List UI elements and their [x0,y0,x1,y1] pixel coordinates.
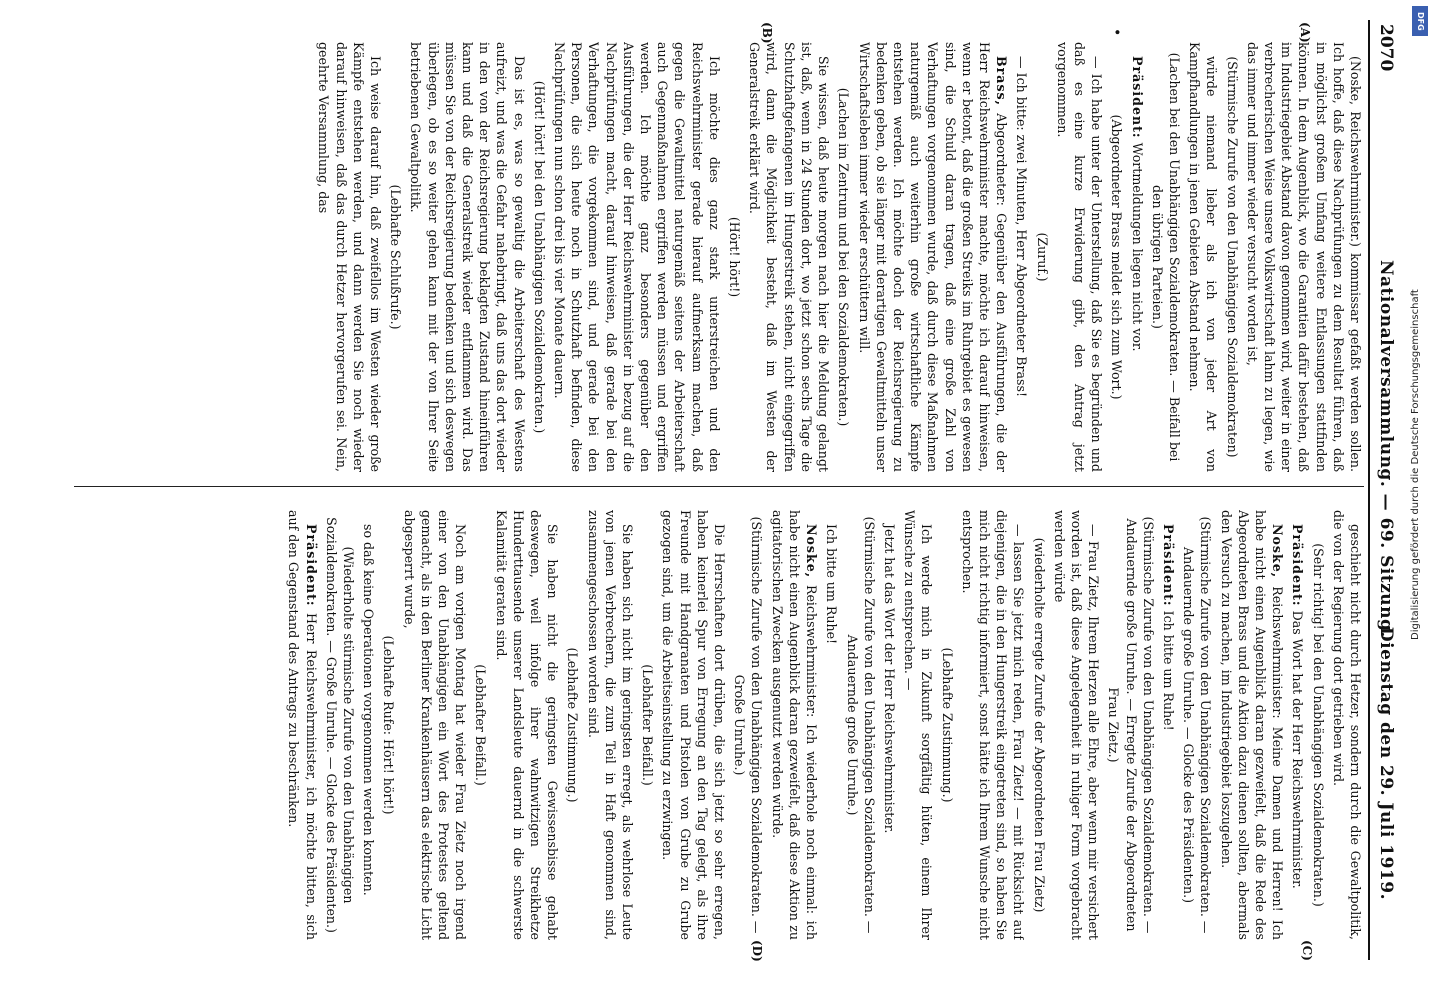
header-left-title: Nationalversammlung. — 69. Sitzung. [1376,260,1396,638]
paragraph-text: Ich möchte dies ganz stark unterstreichen und den Reichswehrminister gerade hierauf aufmerksam machen, daß gegen die Gewaltmittel naturgemäß seitens der Arbeiterschaft auch Gegenmaßnahmen ergriffen werden müssen und ergriffen werden. Ich möchte ganz besonders gegenüber den Ausführungen, die der Herr Reichswehrminister in bezug auf die Nachprüfungen macht, darauf hinweisen, daß gerade bei den Verhaftungen, die vorgekommen sind, und gerade bei den Personen, die sich heute noch in Schutzhaft befinden, diese Nachprüfungen nun schon drei bis vier Monate dauern. [552,42,722,472]
stage-direction [731,510,765,940]
paragraph-text: Sie haben sich nicht im geringsten erregt, als wehrlose Leute von jenen Verbrechern, die zum Teil in Haft genommen sind, zusammengeschossen worden sind. [585,510,636,940]
speech-paragraph [1128,42,1145,472]
text-columns [74,20,1364,960]
speech-paragraph [1217,510,1286,940]
stage-direction [1105,510,1157,940]
margin-dot-icon: • [1108,28,1124,37]
stage-direction [938,510,955,940]
stage-direction [1033,42,1050,472]
speech-paragraph [492,510,561,940]
speech-paragraph [1244,42,1364,472]
speech-paragraph [659,510,728,940]
speech-paragraph [1054,42,1106,472]
paragraph-text: (Sehr richtig! bei den Unabhängigen Sozialdemokraten.) [1310,543,1326,907]
stage-direction [387,42,404,472]
paragraph-text: (Abgeordneter Brass meldet sich zum Wort.) [1109,114,1125,400]
paragraph-text: Ich bitte um Ruhe! [824,524,840,645]
speech-paragraph [1051,510,1103,940]
speech-paragraph [400,510,469,940]
speaker-name: Präsident: [1160,524,1176,607]
paragraph-text: geschieht nicht durch Hetzer, sondern durch die Gewaltpolitik, die von der Regierung dort getrieben wird. [1330,510,1363,940]
paragraph-text: (Lebhafte Schlußrufe.) [388,184,404,330]
paragraph-text: Jetzt hat das Wort der Herr Reichswehrminister. [881,524,897,834]
paragraph-text: — Ich habe unter der Unterstellung, daß Sie es begründen und daß es eine kurze Erwiderung gibt, den Antrag jetzt vorgenommen. [1054,42,1105,472]
speech-paragraph [1160,510,1177,940]
stage-direction [843,510,877,940]
speaker-name: Präsident: [1129,56,1145,139]
paragraph-text: — Ich bitte: zwei Minuten, Herr Abgeordneter Brass! [1014,56,1030,398]
speech-paragraph [901,510,935,940]
margin-mark-d: (D) [750,940,764,962]
speaker-name: Brass, [994,56,1010,107]
margin-mark-a: (A) [1298,22,1312,43]
paragraph-text: Herr Reichswehrminister, ich möchte bitten, sich auf den Gegenstand des Antrags zu beschränken. [286,510,319,940]
paragraph-text: (Lebhafter Beifall.) [640,664,656,786]
speech-paragraph [407,42,527,472]
paragraph-text: (Lebhafte Rufe: Hört! hört!) [381,635,397,815]
stage-direction [1108,42,1125,472]
speech-paragraph [360,510,377,940]
page-header [1368,20,1404,960]
paragraph-text: — Frau Zietz, Ihrem Herzen alle Ehre, aber wenn mir versichert worden ist, daß diese Angelegenheit in ruhiger Form vorgebracht werden würde [1051,510,1102,940]
paragraph-text: (wiederholte erregte Zurufe der Abgeordneten Frau Zietz) [1031,537,1047,913]
stage-direction [380,510,397,940]
speaker-name: Präsident: [1290,524,1306,607]
speech-paragraph [959,510,1028,940]
paragraph-text: Ich werde mich in Zukunft sorgfältig hüten, einem Ihrer Wünsche zu entsprechen. — [902,510,935,940]
speech-paragraph [315,42,384,472]
paragraph-text: (Hört! hört! bei den Unabhängigen Sozialdemokraten.) [531,80,547,434]
paragraph-text: (Zuruf.) [1034,232,1050,282]
rotated-page [64,20,1404,960]
paragraph-text: (Lebhafte Zustimmung.) [565,647,581,803]
paragraph-text: Abgeordneter: Gegenüber den Ausführungen, die der Herr Reichswehrminister machte, möchte ich darauf hinweisen, wenn er betont, daß die großen Streiks im Ruhrgebiet es gewesen sind, die Schuld daran tragen, daß eine große Zahl von Verhaftungen vorgenommen wurde, daß durch diese Maßnahmen naturgemäß auch weiterhin große wirtschaftliche Kämpfe entstehen werden. Ich möchte doch der Reichsregierung zu bedenken geben, ob sie länger mit derartigen Gewaltmitteln unser Wirtschaftsleben immer wieder erschüttern will. [856,42,1010,472]
paragraph-text: (Wiederholte stürmische Zurufe von den Unabhängigen Sozialdemokraten. — Große Unruhe. — Glocke des Präsidenten.) [323,517,357,933]
paragraph-text: (Stürmische Zurufe von den Unabhängigen Sozialdemokraten. — Große Unruhe.) [732,516,765,934]
digitization-credit: Digitalisierung gefördert durch die Deutsche Forschungsgemeinschaft [1410,289,1421,640]
paragraph-text: (Stürmische Zurufe von den Unabhängigen Sozialdemokraten. — Andauernde große Unruhe. — Glocke des Präsidenten.) [1181,516,1214,934]
stage-direction [639,510,656,940]
stage-direction [323,510,357,940]
paragraph-text: Die Herrschaften dort drüben, die sich jetzt so sehr erregen, haben keinerlei Spur von Erregung an den Tag gelegt, als ihre Freunde mit Handgranaten und Pistolen von Grube zu Grube gezogen sind, um die Arbeitseinstellung zu erzwingen. [660,510,728,940]
paragraph-text: (Stürmische Zurufe von den Unabhängigen Sozialdemokraten. — Andauernde große Unruhe.) [844,516,877,934]
paragraph-text: Noch am vorigen Montag hat wieder Frau Zietz noch irgend einer von den Unabhängigen ein Wort des Protestes geltend gemacht, als in den Berliner Krankenhäusern das elektrische Licht abgesperrt wurde, [401,510,469,940]
speech-paragraph [769,510,821,940]
stage-direction [835,42,852,472]
speech-paragraph [1289,510,1306,940]
stage-direction [1180,510,1214,940]
stage-direction [1030,510,1047,940]
column-divider [74,486,1364,487]
speaker-name: Noske, [804,524,820,579]
speech-paragraph [1330,510,1364,940]
dfg-logo: DFG [1412,6,1428,36]
left-column [74,42,1364,472]
speaker-name: Präsident: [303,524,319,607]
header-right-title: Dienstag den 29. Juli 1919. [1376,626,1396,900]
speech-paragraph [855,42,1010,472]
page-number: 2070 [1376,24,1396,72]
speaker-name: Noske, [1270,524,1286,579]
paragraph-text: (Lachen bei den Unabhängigen Sozialdemokraten. — Beifall bei den übrigen Parteien.) [1149,52,1182,462]
paragraph-text: Ich bitte um Ruhe! [1160,610,1176,731]
speech-paragraph [551,42,723,472]
stage-direction [1223,42,1240,472]
margin-mark-b: (B) [760,22,774,44]
paragraph-text: (Stürmische Zurufe von den Unabhängigen Sozialdemokraten) [1224,56,1240,458]
paragraph-text: (Lebhafter Beifall.) [473,664,489,786]
speech-paragraph [285,510,319,940]
paragraph-text: (Noske, Reichswehrminister.) kommissar gefaßt werden sollen. Ich hoffe, daß diese Nachprüfungen zu dem Resultat führen, daß in möglichst großem Umfang weitere Entlassungen stattfinden können. In dem Augenblick, wo die Garantien dafür bestehen, daß im Industriegebiet Abstand davon genommen wird, weiter in einer verbrecherischen Weise unsere Volkswirtschaft lahm zu legen, wie das immer und immer wieder versucht worden ist, [1244,42,1363,472]
stage-direction [1149,42,1183,472]
stage-direction [531,42,548,472]
paragraph-text: so daß keine Operationen vorgenommen werden konnten. [361,524,377,896]
paragraph-text: — lassen Sie jetzt mich reden, Frau Zietz! — mit Rücksicht auf diejenigen, die in den Hungerstreik eingetreten sind, so haben Sie mich nicht richtig informiert, sonst hätte ich Ihrem Wunsche nicht entsprochen. [959,510,1027,940]
paragraph-text: Sie haben nicht die geringsten Gewissensbisse gehabt deswegen, weil infolge ihrer wahnwitzigen Streikhetze Hunderttausende unserer Landsleute dauernd in die schwerste Kalamität geraten sind. [493,510,561,940]
stage-direction [564,510,581,940]
stage-direction [1309,510,1326,940]
speech-paragraph [823,510,840,940]
digitization-sidebar [1404,0,1434,1000]
paragraph-text: Sie wissen, daß heute morgen nach hier die Meldung gelangt ist, daß, wenn in 24 Stunden dort, wo jetzt schon sechs Tage die Schutzhaftgefangenen im Hungerstreik stehen, nicht eingegriffen wird, dann die Möglichkeit besteht, daß im Westen der Generalstreik erklärt wird. [747,42,832,472]
paragraph-text: Das ist es, was so gewaltig die Arbeiterschaft des Westens aufreizt, und was die Gefahr nahebringt, daß uns das dort wieder in den von der Reichsregierung beklagten Zustand hineinführen kann und daß die Generalstreik wieder entflammen wird. Das müssen Sie von der Reichsregierung bedenken und sich deswegen überlegen, ob es so weiter gehen kann mit der von Ihrer Seite betriebenen Gewaltpolitik. [408,42,527,472]
paragraph-text: Reichswehrminister: Ich wiederhole noch einmal: ich habe nicht einen Augenblick daran gezweifelt, daß diese Aktion zu agitatorischen Zwecken ausgenutzt werden würde. [769,510,820,940]
margin-mark-c: (C) [1300,940,1314,961]
paragraph-text: (Stürmische Zurufe von den Unabhängigen Sozialdemokraten. — Andauernde große Unruhe. — Erregte Zurufe der Abgeordneten Frau Zietz.) [1106,516,1156,934]
stage-direction [472,510,489,940]
right-column [74,510,1364,940]
paragraph-text: Ich weise darauf hin, daß zweifellos im Westen wieder große Kämpfe entstehen werden, und dann werden Sie noch wieder darauf hinweisen, daß das durch Hetzer hervorgerufen sei. Nein, geehrte Versammlung, das [316,42,384,472]
paragraph-text: (Lachen im Zentrum und bei den Sozialdemokraten.) [836,87,852,427]
paragraph-text: Das Wort hat der Herr Reichswehrminister. [1290,610,1306,889]
stage-direction [726,42,743,472]
paragraph-text: (Hört! hört!) [727,216,743,298]
speech-paragraph [746,42,832,472]
speech-paragraph [881,510,898,940]
paragraph-text: würde niemand lieber als ich von jeder Art von Kampfhandlungen in jenen Gebieten Abstand nehmen. [1187,42,1220,472]
speech-paragraph [1013,42,1030,472]
speech-paragraph [584,510,636,940]
speech-paragraph [1186,42,1220,472]
paragraph-text: Reichswehrminister: Meine Damen und Herren! Ich habe nicht einen Augenblick daran gezweifelt, daß die Rede des Abgeordneten Brass und die Aktion dazu dienen sollten, abermals den Versuch zu machen, im Industriegebiet loszugehen. [1218,510,1286,940]
paragraph-text: Wortmeldungen liegen nicht vor. [1129,142,1145,352]
paragraph-text: (Lebhafte Zustimmung.) [939,647,955,803]
